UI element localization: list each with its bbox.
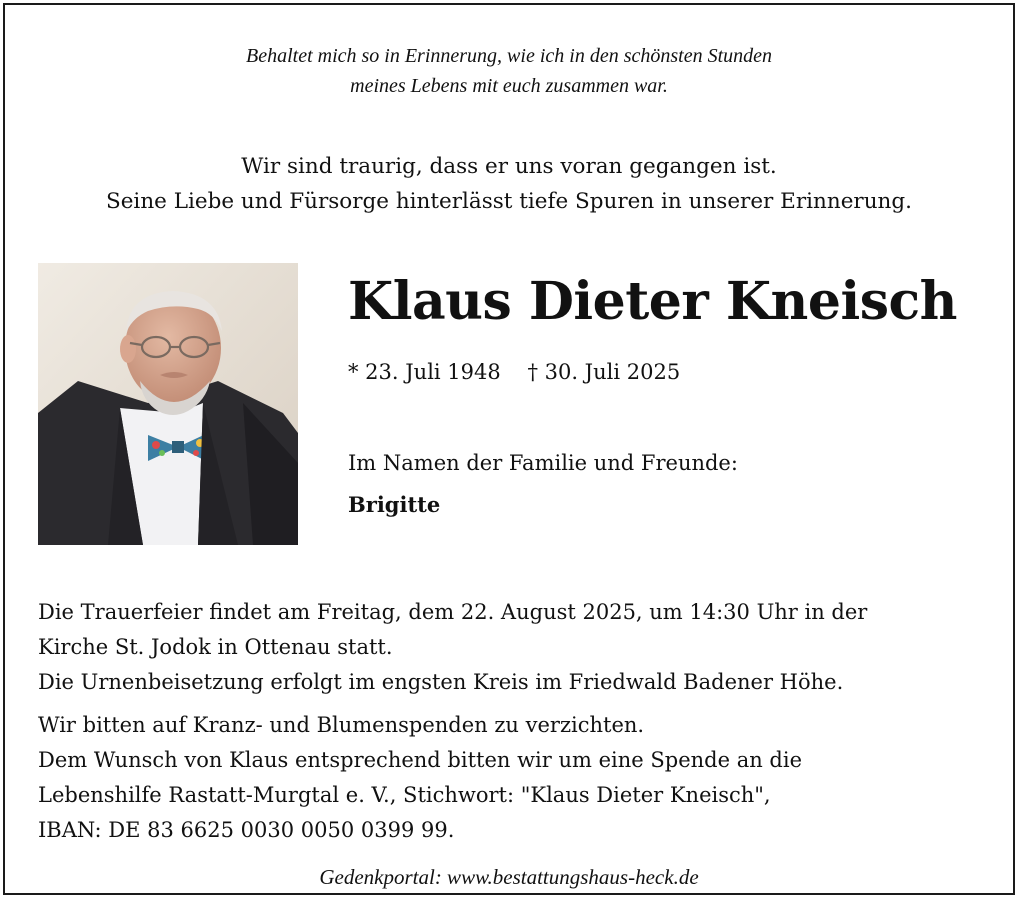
life-dates (348, 360, 680, 384)
intro-line-1: Wir sind traurig, dass er uns voran gegangen ist. (241, 154, 777, 179)
memorial-portal-link: Gedenkportal: www.bestattungshaus-heck.de (319, 865, 699, 889)
motto-line-1: Behaltet mich so in Erinnerung, wie ich in den schönsten Stunden (245, 45, 773, 67)
ceremony-info (38, 595, 867, 700)
birth-date: * 23. Juli 1948 (348, 360, 501, 384)
portrait-photo (38, 263, 298, 545)
donation-line-1: Wir bitten auf Kranz- und Blumenspenden zu verzichten. (38, 713, 645, 737)
deceased-name: Klaus Dieter Kneisch (348, 271, 957, 332)
motto-line-2: meines Lebens mit euch zusammen war. (350, 75, 668, 97)
ceremony-line-2: Kirche St. Jodok in Ottenau statt. (38, 635, 393, 659)
intro-text (5, 149, 1013, 219)
ceremony-line-1: Die Trauerfeier findet am Freitag, dem 22. August 2025, um 14:30 Uhr in der (38, 600, 868, 624)
intro-line-2: Seine Liebe und Fürsorge hinterlässt tiefe Spuren in unserer Erinnerung. (105, 189, 913, 214)
death-date: † 30. Juli 2025 (527, 360, 681, 384)
obituary-frame (3, 3, 1015, 895)
donation-line-3: Lebenshilfe Rastatt-Murgtal e. V., Stichwort: "Klaus Dieter Kneisch", (38, 783, 771, 807)
family-label: Im Namen der Familie und Freunde: (348, 451, 738, 475)
donation-info (38, 708, 802, 848)
family-name: Brigitte (348, 492, 441, 517)
donation-line-4: IBAN: DE 83 6625 0030 0050 0399 99. (38, 818, 455, 842)
motto-quote (5, 41, 1013, 101)
ceremony-line-3: Die Urnenbeisetzung erfolgt im engsten Kreis im Friedwald Badener Höhe. (38, 670, 844, 694)
donation-line-2: Dem Wunsch von Klaus entsprechend bitten wir um eine Spende an die (38, 748, 803, 772)
